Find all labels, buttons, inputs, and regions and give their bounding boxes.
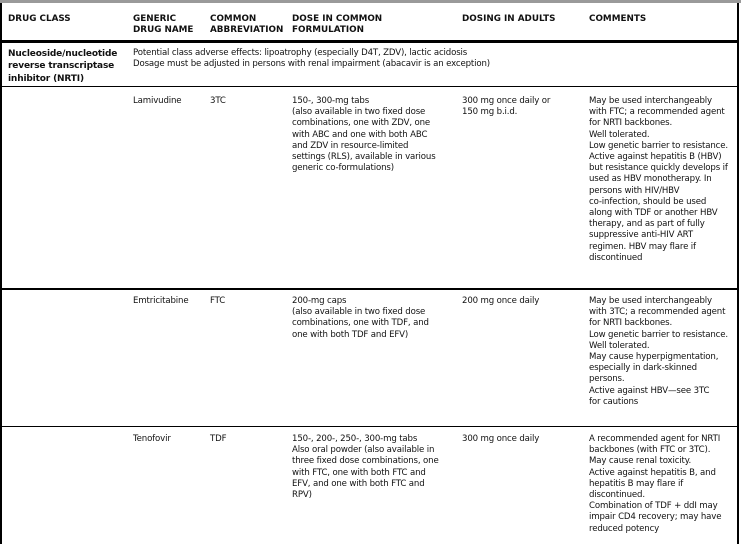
header-divider [0, 40, 739, 43]
generic-name: Tenofovir [133, 434, 171, 444]
comments: A recommended agent for NRTI backbones (with FTC or 3TC). May cause renal toxicity. Active against hepatitis B, and hepatitis B may flare if discontinued. Combination of TDF + ddI may impair CD4 recovery; may have reduced potency [589, 434, 722, 534]
header-dosing-adults: DOSING IN ADULTS [462, 14, 556, 24]
dose-formulation: 150-, 200-, 250-, 300-mg tabs Also oral powder (also available in three fixed dose combinations, one with FTC, one with both FTC and EFV, and one with both FTC and RPV) [292, 434, 439, 501]
header-comments: COMMENTS [589, 14, 647, 24]
row-divider [0, 288, 739, 290]
drug-class-notes: Potential class adverse effects: lipoatrophy (especially D4T, ZDV), lactic acidosis Dosage must be adjusted in persons with renal impairment (abacavir is an exception) [133, 48, 490, 70]
dosing-adults: 300 mg once daily [462, 434, 540, 444]
generic-name: Emtricitabine [133, 296, 189, 306]
header-abbreviation: COMMON ABBREVIATION [210, 14, 284, 36]
dosing-adults: 300 mg once daily or 150 mg b.i.d. [462, 96, 551, 118]
header-dose-formulation: DOSE IN COMMON FORMULATION [292, 14, 383, 36]
header-generic-name: GENERIC DRUG NAME [133, 14, 194, 36]
row-divider [0, 86, 739, 87]
header-drug-class: DRUG CLASS [8, 14, 71, 24]
generic-name: Lamivudine [133, 96, 182, 106]
comments: May be used interchangeably with 3TC; a recommended agent for NRTI backbones. Low genetic barrier to resistance. Well tolerated. May cause hyperpigmentation, especially in dark-skinned persons. Active against HBV—see 3TC for cautions [589, 296, 728, 407]
drug-class-name: Nucleoside/nucleotide reverse transcriptase inhibitor (NRTI) [8, 49, 118, 84]
dose-formulation: 200-mg caps (also available in two fixed dose combinations, one with TDF, and one with both TDF and EFV) [292, 296, 429, 340]
abbreviation: FTC [210, 296, 226, 306]
table-left-border [0, 3, 2, 544]
row-divider [0, 426, 739, 427]
table-right-border [737, 3, 739, 544]
abbreviation: 3TC [210, 96, 226, 106]
dose-formulation: 150-, 300-mg tabs (also available in two fixed dose combinations, one with ZDV, one with ABC and one with both ABC and ZDV in resource-limited settings (RLS), available in various generic co-formulations) [292, 96, 436, 174]
table-top-rule [0, 0, 741, 3]
abbreviation: TDF [210, 434, 227, 444]
dosing-adults: 200 mg once daily [462, 296, 540, 306]
comments: May be used interchangeably with FTC; a recommended agent for NRTI backbones. Well tolerated. Low genetic barrier to resistance. Active against hepatitis B (HBV) but resistance quickly develops if used as HBV monotherapy. In persons with HIV/HBV co-infection, should be used along with TDF or another HBV therapy, and as part of fully suppressive anti-HIV ART regimen. HBV may flare if discontinued [589, 96, 728, 263]
